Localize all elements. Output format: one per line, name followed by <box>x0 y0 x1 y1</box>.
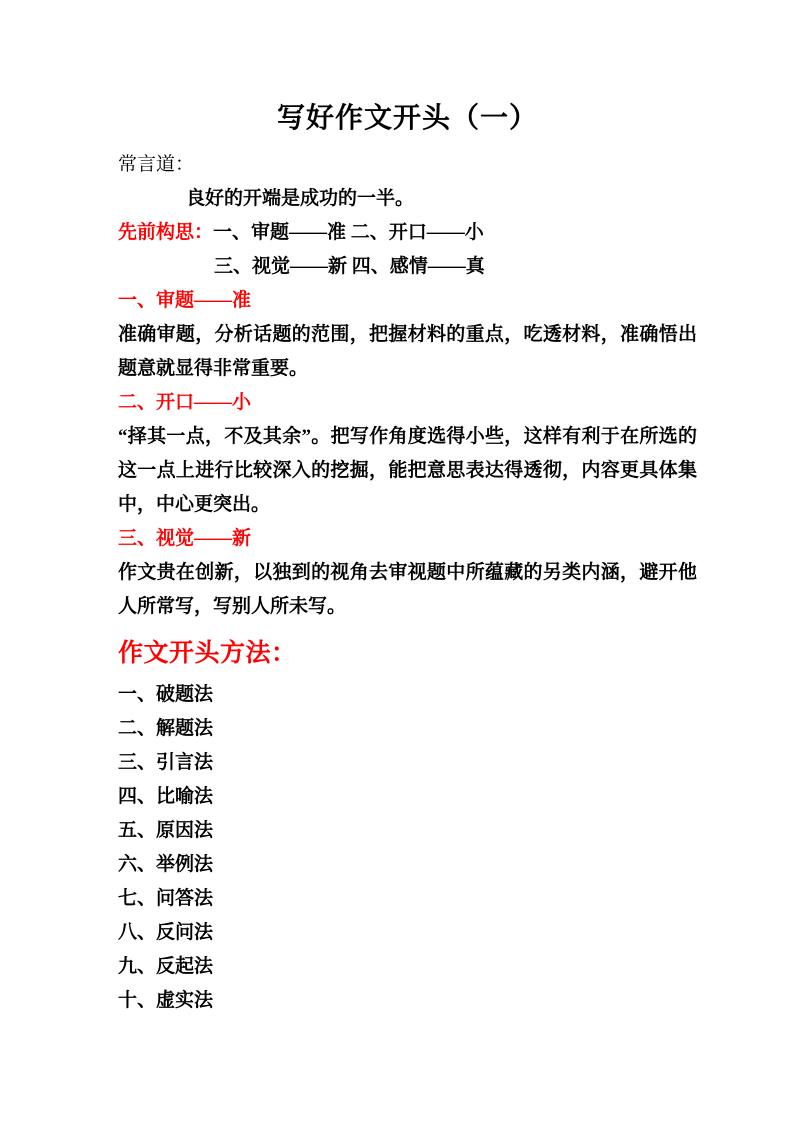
plan-line-1 <box>118 216 697 250</box>
intro-label: 常言道： <box>118 154 195 175</box>
page-title: 写好作文开头（一） <box>276 103 538 134</box>
methods-title: 作文开头方法： <box>118 640 297 667</box>
intro-quote: 良好的开端是成功的一半。 <box>186 188 415 209</box>
method-item-5: 五、原因法 <box>118 820 214 841</box>
method-item-3: 三、引言法 <box>118 752 214 773</box>
plan-line-1-value: 一、审题——准 二、开口——小 <box>213 222 484 243</box>
section-heading-2: 二、开口——小 <box>118 392 252 413</box>
plan-line-2-value: 三、视觉——新 四、感情——真 <box>214 256 485 277</box>
section-body-3: 作文贵在创新，以独到的视角去审视题中所蕴藏的另类内涵，避开他人所常写，写别人所未写。 <box>118 562 697 617</box>
method-item-4: 四、比喻法 <box>118 786 214 807</box>
method-item-6: 六、举例法 <box>118 854 214 875</box>
section-body-1: 准确审题，分析话题的范围，把握材料的重点，吃透材料，准确悟出题意就显得非常重要。 <box>118 324 697 379</box>
method-item-10: 十、虚实法 <box>118 990 214 1011</box>
method-item-8: 八、反问法 <box>118 922 214 943</box>
method-item-9: 九、反起法 <box>118 956 214 977</box>
section-heading-3: 三、视觉——新 <box>118 528 252 549</box>
method-item-1: 一、破题法 <box>118 684 214 705</box>
method-item-2: 二、解题法 <box>118 718 214 739</box>
section-body-2: “择其一点，不及其余”。把写作角度选得小些，这样有利于在所选的这一点上进行比较深入的挖掘，能把意思表达得透彻，内容更具体集中，中心更突出。 <box>118 426 697 515</box>
plan-label: 先前构思： <box>118 222 214 243</box>
section-heading-1: 一、审题——准 <box>118 290 252 311</box>
plan-line-2 <box>118 250 697 284</box>
method-item-7: 七、问答法 <box>118 888 214 909</box>
